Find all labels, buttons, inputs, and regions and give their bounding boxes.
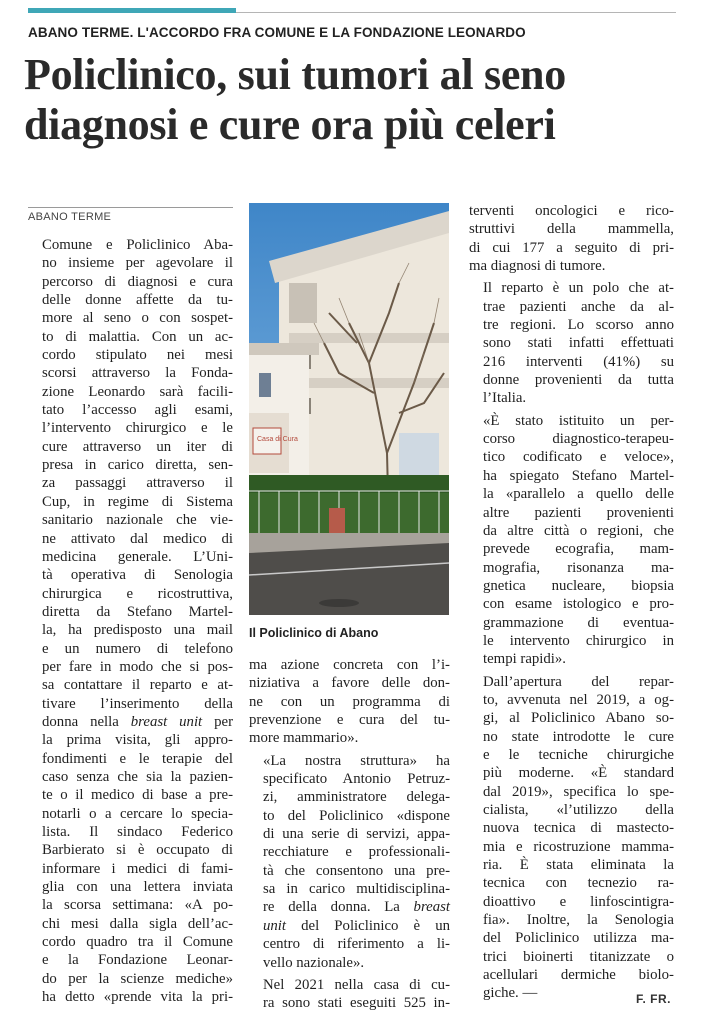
article-column-1 <box>28 236 233 1006</box>
paragraph: Nel 2021 nella casa di cu- ra sono stati eseguiti 525 in- <box>263 976 450 1012</box>
paragraph: «La nostra struttura» ha specificato Antonio Petruz- zi, amministratore delega- to del Policlinico «dispone di una serie di servizi, appa- recchiature e professionali- tà che consentono una pre- sa in carico multidisciplina- re della donna. La breast unit del Policlinico è un centro di riferimento a li- vello nazionale». <box>263 752 450 971</box>
headline-line-1: Policlinico, sui tumori al seno <box>24 50 566 99</box>
headline <box>24 50 694 150</box>
top-rule <box>236 12 676 13</box>
photo-caption: Il Policlinico di Abano <box>249 626 379 640</box>
author-signature: F. FR. <box>636 992 671 1006</box>
kicker: ABANO TERME. L'ACCORDO FRA COMUNE E LA FONDAZIONE LEONARDO <box>28 25 526 40</box>
paragraph: ma azione concreta con l’i- niziativa a favore delle don- ne con un programma di prevenzione e cura del tu- more mammario». <box>249 657 450 747</box>
paragraph: Dall’apertura del repar- to, avvenuta nel 2019, a og- gi, al Policlinico Abano so- no state introdotte le cure e le tecniche chirurgiche più moderne. «È standard dal 2019», specifica lo spe- cialista, «l’utilizzo della nuova tecnica di mastecto- mia e ricostruzione mamma- ria. È stata eliminata la tecnica con tecnezio ra- dioattivo e linfoscintigra- fia». Inoltre, la Senologia del Policlinico utilizza ma- trici bioinerti titanizzate o acellulari dermiche biolo- giche. — <box>483 673 674 1002</box>
dateline: ABANO TERME <box>28 207 233 223</box>
paragraph: terventi oncologici e rico- struttivi della mammella, di cui 177 a seguito di pri- ma diagnosi di tumore. <box>469 203 674 275</box>
policlinico-photo <box>249 203 449 615</box>
accent-bar <box>28 8 236 13</box>
paragraph: Il reparto è un polo che at- trae pazienti anche da al- tre regioni. Lo scorso anno sono stati infatti effettuati 216 interventi (41%) su donne provenienti da tutta l’Italia. <box>483 280 674 407</box>
paragraph: Comune e Policlinico Aba- no insieme per agevolare il percorso di diagnosi e cura delle donne affette da tu- more al seno o con sospet- to di malattia. Con un ac- cordo stipulato nei mesi scorsi attraverso la Fonda- zione Leonardo sarà facili- tato l’accesso agli esami, l’intervento chirurgico e le cure attraverso un iter di presa in carico diretta, sen- za passaggi attraverso il Cup, in regime di Sistema sanitario nazionale che vie- ne attivato dal medico di medicina generale. L’Uni- tà operativa di Senologia chirurgica e ricostruttiva, diretta da Stefano Martel- la, ha predisposto una mail e un numero di telefono per fare in modo che si pos- sa contattare il reparto e at- tivare l’inserimento della donna nella breast unit per la prima visita, gli appro- fondimenti e le terapie del caso senza che sia la pazien- te o il medico di base a pre- notarli o a cercare lo specia- lista. Il sindaco Federico Barbierato si è occupato di informare i medici di fami- glia con una lettera inviata la scorsa settimana: «A po- chi mesi dalla sigla dell’ac- cordo quadro tra il Comune e la Fondazione Leonar- do per la scienze mediche» ha detto «prende vita la pri- <box>42 237 233 1006</box>
article-column-2 <box>249 656 450 1013</box>
headline-line-2: diagnosi e cure ora più celeri <box>24 100 556 149</box>
paragraph: «È stato istituito un per- corso diagnostico-terapeu- tico codificato e veloce», ha spiegato Stefano Martel- la «parallelo a quello delle altre pazienti provenienti da altre città o regioni, che prevede ecografia, mam- mografia, risonanza ma- gnetica nucleare, biopsia con esame istologico e pro- grammazione di eventua- le intervento chirurgico in tempi rapidi». <box>483 412 674 668</box>
article-column-3 <box>469 202 674 1003</box>
sign-casa-di-cura: Casa di Cura <box>257 436 298 443</box>
